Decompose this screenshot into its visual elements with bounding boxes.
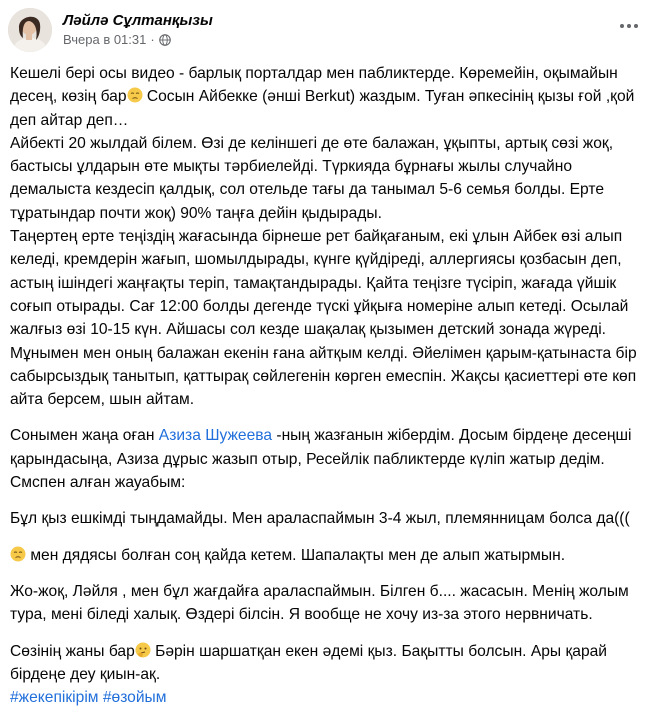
paragraph-3: Бұл қыз ешкімді тыңдамайды. Мен араласпаймын 3-4 жыл, племянницам болса да((( (10, 510, 630, 528)
paragraph-1-line-3: Таңертең ерте теңіздің жағасында бірнеше рет байқағаным, екі ұлын Айбек өзі алып келеді, кремдерін жағып, шомылдырады, күнге қүйдіреді, аллергиясы қозбасын деп, астың ішіндегі жаңғақты теріп, тамақтандырады. Қайта теңізге түсіріп, жағада үйшік соғып отырады. Сағ 12:00 болды дегенде түскі ұйқыға номеріне алып кетеді. Осылай жалғыз өзі 10-15 күн. Айшасы сол кезде шақалақ қызымен детский зонада жүреді. Мұнымен мен оның балажан екенін ғана айтқым келді. Әйелімен қарым-қатынаста бір сабырсыздық танытып, қаттырақ сөйлегенін көрген емеспін. Жақсы қасиеттері өте көп айта берсем, шын айтам. (10, 228, 637, 409)
author-name[interactable]: Ләйлә Сұлтанқызы (63, 12, 213, 29)
mention-link[interactable]: Азиза Шужеева (158, 427, 273, 445)
meta-separator: · (150, 32, 155, 47)
author-avatar[interactable] (8, 8, 52, 52)
thinking-face-emoji-icon (135, 642, 151, 658)
hashtag-link[interactable]: #өзойым (102, 689, 167, 707)
paragraph-1: Кешелі бері осы видео - барлық порталдар мен пабликтерде. Көремейін, оқымайын десең, көзің бар Сосын Айбекке (әнші Berkut) жаздым. Туған әпкесінің қызы ғой ,қой деп айтар деп… (10, 65, 635, 129)
paragraph-5: Жо-жоқ, Ләйля , мен бұл жағдайға араласпаймын. Білген б.... жасасын. Менің жолым тура, мені біледі халық. Өздері білсін. Я вообще не хочу из-за этого нервничать. (10, 582, 629, 624)
paragraph-1-line-2: Айбекті 20 жылдай білем. Өзі де келіншегі де өте балажан, ұқыпты, артық сөзі жоқ, бастысы ұлдарын өте мықты тәрбиелейді. Түркияда бұрнағы жылы случайно демалыста кездесіп қалдық, сол отельде тағы да танымал 5-6 семья болды. Ерте тұратындар почти жоқ) 90% таңға дейін қыдырады. (10, 134, 614, 222)
paragraph-6: Сөзінің жаны бар Бәрін шаршатқан екен әдемі қыз. Бақытты болсын. Ары қарай бірдеңе деу қиын-ақ. (10, 642, 608, 683)
avatar-image (8, 8, 52, 52)
post-body (10, 62, 640, 709)
more-horizontal-icon[interactable] (614, 14, 644, 38)
post-timeline (63, 31, 213, 49)
hashtag-link[interactable]: #жекепікірім (10, 689, 99, 707)
post-header (8, 8, 213, 52)
post-timestamp[interactable]: Вчера в 01:31 (63, 32, 147, 47)
paragraph-4: мен дядясы болған соң қайда кетем. Шапалақты мен де алып жатырмын. (10, 544, 640, 567)
globe-icon[interactable] (159, 34, 171, 46)
paragraph-2: Сонымен жаңа оған Азиза Шужеева -ның жазғанын жібердім. Досым бірдеңе десеңші қарындасыңа, Азиза дұрыс жазып отыр, Ресейлік пабликтерде күліп жатыр дедім. Смспен алған жауабым: (10, 427, 632, 492)
downcast-face-emoji-icon (10, 546, 26, 562)
hashtags-line (10, 686, 640, 709)
downcast-face-emoji-icon (127, 87, 143, 103)
post-meta (63, 11, 213, 49)
